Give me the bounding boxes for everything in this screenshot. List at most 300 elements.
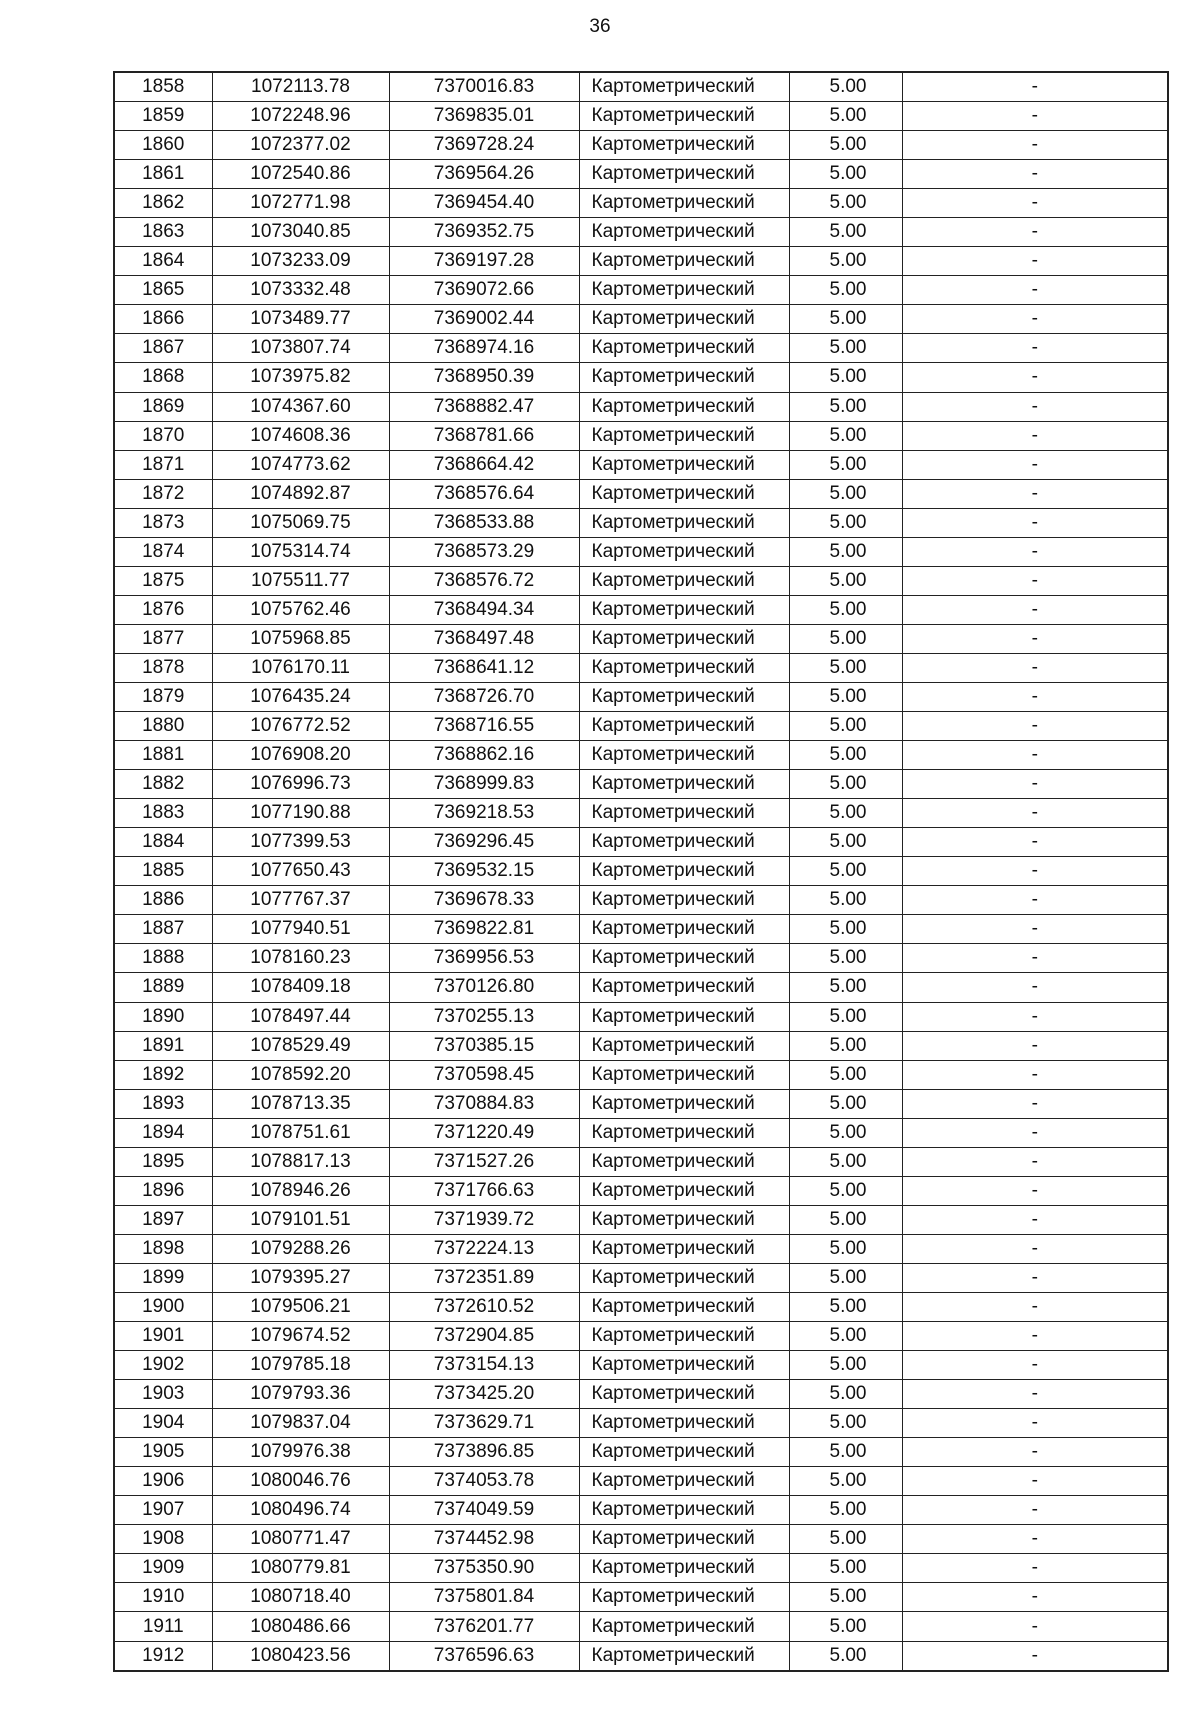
description-cell: - <box>902 1176 1168 1205</box>
point-number-cell: 1871 <box>114 450 212 479</box>
accuracy-cell: 5.00 <box>789 712 902 741</box>
x-coordinate-cell: 1074892.87 <box>212 479 389 508</box>
point-number-cell: 1873 <box>114 508 212 537</box>
table-row <box>114 1612 1168 1641</box>
table-row <box>114 712 1168 741</box>
point-number-cell: 1903 <box>114 1380 212 1409</box>
method-cell: Картометрический <box>579 1583 789 1612</box>
y-coordinate-cell: 7370016.83 <box>389 72 579 102</box>
description-cell: - <box>902 1263 1168 1292</box>
description-cell: - <box>902 915 1168 944</box>
table-row <box>114 1118 1168 1147</box>
accuracy-cell: 5.00 <box>789 1089 902 1118</box>
y-coordinate-cell: 7369822.81 <box>389 915 579 944</box>
accuracy-cell: 5.00 <box>789 1031 902 1060</box>
description-cell: - <box>902 1351 1168 1380</box>
y-coordinate-cell: 7368974.16 <box>389 334 579 363</box>
accuracy-cell: 5.00 <box>789 682 902 711</box>
accuracy-cell: 5.00 <box>789 653 902 682</box>
x-coordinate-cell: 1077940.51 <box>212 915 389 944</box>
table-row <box>114 1263 1168 1292</box>
description-cell: - <box>902 1292 1168 1321</box>
x-coordinate-cell: 1075314.74 <box>212 537 389 566</box>
description-cell: - <box>902 624 1168 653</box>
point-number-cell: 1881 <box>114 741 212 770</box>
point-number-cell: 1889 <box>114 973 212 1002</box>
table-row <box>114 828 1168 857</box>
x-coordinate-cell: 1072377.02 <box>212 131 389 160</box>
table-row <box>114 479 1168 508</box>
x-coordinate-cell: 1078713.35 <box>212 1089 389 1118</box>
point-number-cell: 1859 <box>114 102 212 131</box>
y-coordinate-cell: 7369728.24 <box>389 131 579 160</box>
method-cell: Картометрический <box>579 1147 789 1176</box>
table-row <box>114 1525 1168 1554</box>
y-coordinate-cell: 7368573.29 <box>389 537 579 566</box>
method-cell: Картометрический <box>579 1467 789 1496</box>
table-row <box>114 1089 1168 1118</box>
page-number: 36 <box>589 16 611 37</box>
method-cell: Картометрический <box>579 1002 789 1031</box>
x-coordinate-cell: 1078409.18 <box>212 973 389 1002</box>
description-cell: - <box>902 1438 1168 1467</box>
point-number-cell: 1896 <box>114 1176 212 1205</box>
point-number-cell: 1891 <box>114 1031 212 1060</box>
accuracy-cell: 5.00 <box>789 1380 902 1409</box>
method-cell: Картометрический <box>579 1496 789 1525</box>
y-coordinate-cell: 7371527.26 <box>389 1147 579 1176</box>
y-coordinate-cell: 7374049.59 <box>389 1496 579 1525</box>
table-row <box>114 886 1168 915</box>
accuracy-cell: 5.00 <box>789 160 902 189</box>
y-coordinate-cell: 7368576.64 <box>389 479 579 508</box>
description-cell: - <box>902 595 1168 624</box>
description-cell: - <box>902 1205 1168 1234</box>
accuracy-cell: 5.00 <box>789 537 902 566</box>
description-cell: - <box>902 102 1168 131</box>
y-coordinate-cell: 7374452.98 <box>389 1525 579 1554</box>
y-coordinate-cell: 7374053.78 <box>389 1467 579 1496</box>
description-cell: - <box>902 1002 1168 1031</box>
accuracy-cell: 5.00 <box>789 770 902 799</box>
table-row <box>114 218 1168 247</box>
y-coordinate-cell: 7368716.55 <box>389 712 579 741</box>
point-number-cell: 1863 <box>114 218 212 247</box>
y-coordinate-cell: 7370126.80 <box>389 973 579 1002</box>
description-cell: - <box>902 1467 1168 1496</box>
accuracy-cell: 5.00 <box>789 1263 902 1292</box>
method-cell: Картометрический <box>579 479 789 508</box>
table-row <box>114 1322 1168 1351</box>
method-cell: Картометрический <box>579 392 789 421</box>
description-cell: - <box>902 1612 1168 1641</box>
method-cell: Картометрический <box>579 1118 789 1147</box>
y-coordinate-cell: 7372904.85 <box>389 1322 579 1351</box>
y-coordinate-cell: 7373425.20 <box>389 1380 579 1409</box>
description-cell: - <box>902 1409 1168 1438</box>
accuracy-cell: 5.00 <box>789 624 902 653</box>
x-coordinate-cell: 1079785.18 <box>212 1351 389 1380</box>
x-coordinate-cell: 1079506.21 <box>212 1292 389 1321</box>
accuracy-cell: 5.00 <box>789 1554 902 1583</box>
accuracy-cell: 5.00 <box>789 566 902 595</box>
x-coordinate-cell: 1072771.98 <box>212 189 389 218</box>
table-row <box>114 944 1168 973</box>
description-cell: - <box>902 160 1168 189</box>
point-number-cell: 1902 <box>114 1351 212 1380</box>
point-number-cell: 1883 <box>114 799 212 828</box>
y-coordinate-cell: 7375350.90 <box>389 1554 579 1583</box>
y-coordinate-cell: 7369002.44 <box>389 305 579 334</box>
description-cell: - <box>902 392 1168 421</box>
table-row <box>114 973 1168 1002</box>
x-coordinate-cell: 1077190.88 <box>212 799 389 828</box>
accuracy-cell: 5.00 <box>789 1147 902 1176</box>
y-coordinate-cell: 7368781.66 <box>389 421 579 450</box>
x-coordinate-cell: 1080718.40 <box>212 1583 389 1612</box>
y-coordinate-cell: 7369296.45 <box>389 828 579 857</box>
point-number-cell: 1858 <box>114 72 212 102</box>
x-coordinate-cell: 1079837.04 <box>212 1409 389 1438</box>
x-coordinate-cell: 1079674.52 <box>212 1322 389 1351</box>
x-coordinate-cell: 1077650.43 <box>212 857 389 886</box>
method-cell: Картометрический <box>579 1205 789 1234</box>
description-cell: - <box>902 770 1168 799</box>
accuracy-cell: 5.00 <box>789 450 902 479</box>
table-row <box>114 857 1168 886</box>
accuracy-cell: 5.00 <box>789 1060 902 1089</box>
accuracy-cell: 5.00 <box>789 334 902 363</box>
point-number-cell: 1887 <box>114 915 212 944</box>
point-number-cell: 1866 <box>114 305 212 334</box>
x-coordinate-cell: 1078160.23 <box>212 944 389 973</box>
x-coordinate-cell: 1080779.81 <box>212 1554 389 1583</box>
point-number-cell: 1868 <box>114 363 212 392</box>
method-cell: Картометрический <box>579 363 789 392</box>
table-row <box>114 305 1168 334</box>
x-coordinate-cell: 1079288.26 <box>212 1234 389 1263</box>
description-cell: - <box>902 537 1168 566</box>
y-coordinate-cell: 7370884.83 <box>389 1089 579 1118</box>
point-number-cell: 1898 <box>114 1234 212 1263</box>
accuracy-cell: 5.00 <box>789 276 902 305</box>
table-row <box>114 1467 1168 1496</box>
coordinates-table <box>113 71 1169 1672</box>
x-coordinate-cell: 1076996.73 <box>212 770 389 799</box>
description-cell: - <box>902 566 1168 595</box>
method-cell: Картометрический <box>579 305 789 334</box>
point-number-cell: 1879 <box>114 682 212 711</box>
y-coordinate-cell: 7369564.26 <box>389 160 579 189</box>
table-row <box>114 1496 1168 1525</box>
method-cell: Картометрический <box>579 1380 789 1409</box>
method-cell: Картометрический <box>579 886 789 915</box>
method-cell: Картометрический <box>579 131 789 160</box>
y-coordinate-cell: 7371766.63 <box>389 1176 579 1205</box>
table-row <box>114 392 1168 421</box>
method-cell: Картометрический <box>579 799 789 828</box>
x-coordinate-cell: 1072540.86 <box>212 160 389 189</box>
table-row <box>114 1292 1168 1321</box>
description-cell: - <box>902 1234 1168 1263</box>
method-cell: Картометрический <box>579 944 789 973</box>
point-number-cell: 1904 <box>114 1409 212 1438</box>
table-row <box>114 1351 1168 1380</box>
table-row <box>114 595 1168 624</box>
accuracy-cell: 5.00 <box>789 421 902 450</box>
table-row <box>114 276 1168 305</box>
point-number-cell: 1897 <box>114 1205 212 1234</box>
method-cell: Картометрический <box>579 712 789 741</box>
point-number-cell: 1861 <box>114 160 212 189</box>
description-cell: - <box>902 247 1168 276</box>
x-coordinate-cell: 1073040.85 <box>212 218 389 247</box>
table-row <box>114 160 1168 189</box>
description-cell: - <box>902 334 1168 363</box>
method-cell: Картометрический <box>579 1438 789 1467</box>
description-cell: - <box>902 741 1168 770</box>
description-cell: - <box>902 218 1168 247</box>
x-coordinate-cell: 1076772.52 <box>212 712 389 741</box>
method-cell: Картометрический <box>579 653 789 682</box>
point-number-cell: 1912 <box>114 1641 212 1671</box>
method-cell: Картометрический <box>579 1234 789 1263</box>
accuracy-cell: 5.00 <box>789 508 902 537</box>
method-cell: Картометрический <box>579 247 789 276</box>
y-coordinate-cell: 7368882.47 <box>389 392 579 421</box>
x-coordinate-cell: 1078529.49 <box>212 1031 389 1060</box>
x-coordinate-cell: 1080046.76 <box>212 1467 389 1496</box>
method-cell: Картометрический <box>579 915 789 944</box>
x-coordinate-cell: 1075069.75 <box>212 508 389 537</box>
method-cell: Картометрический <box>579 160 789 189</box>
y-coordinate-cell: 7369072.66 <box>389 276 579 305</box>
y-coordinate-cell: 7376596.63 <box>389 1641 579 1671</box>
method-cell: Картометрический <box>579 1351 789 1380</box>
accuracy-cell: 5.00 <box>789 944 902 973</box>
y-coordinate-cell: 7370598.45 <box>389 1060 579 1089</box>
point-number-cell: 1865 <box>114 276 212 305</box>
point-number-cell: 1895 <box>114 1147 212 1176</box>
x-coordinate-cell: 1072113.78 <box>212 72 389 102</box>
x-coordinate-cell: 1078817.13 <box>212 1147 389 1176</box>
accuracy-cell: 5.00 <box>789 741 902 770</box>
point-number-cell: 1909 <box>114 1554 212 1583</box>
description-cell: - <box>902 886 1168 915</box>
table-row <box>114 1060 1168 1089</box>
y-coordinate-cell: 7369197.28 <box>389 247 579 276</box>
point-number-cell: 1872 <box>114 479 212 508</box>
point-number-cell: 1874 <box>114 537 212 566</box>
point-number-cell: 1892 <box>114 1060 212 1089</box>
description-cell: - <box>902 421 1168 450</box>
point-number-cell: 1875 <box>114 566 212 595</box>
method-cell: Картометрический <box>579 1525 789 1554</box>
y-coordinate-cell: 7368576.72 <box>389 566 579 595</box>
table-row <box>114 1234 1168 1263</box>
accuracy-cell: 5.00 <box>789 1612 902 1641</box>
method-cell: Картометрический <box>579 973 789 1002</box>
method-cell: Картометрический <box>579 566 789 595</box>
point-number-cell: 1910 <box>114 1583 212 1612</box>
method-cell: Картометрический <box>579 537 789 566</box>
accuracy-cell: 5.00 <box>789 1409 902 1438</box>
method-cell: Картометрический <box>579 857 789 886</box>
y-coordinate-cell: 7369532.15 <box>389 857 579 886</box>
accuracy-cell: 5.00 <box>789 1496 902 1525</box>
accuracy-cell: 5.00 <box>789 1234 902 1263</box>
description-cell: - <box>902 305 1168 334</box>
method-cell: Картометрический <box>579 770 789 799</box>
x-coordinate-cell: 1078497.44 <box>212 1002 389 1031</box>
method-cell: Картометрический <box>579 1641 789 1671</box>
y-coordinate-cell: 7369352.75 <box>389 218 579 247</box>
x-coordinate-cell: 1074367.60 <box>212 392 389 421</box>
y-coordinate-cell: 7376201.77 <box>389 1612 579 1641</box>
description-cell: - <box>902 1147 1168 1176</box>
description-cell: - <box>902 712 1168 741</box>
method-cell: Картометрический <box>579 450 789 479</box>
method-cell: Картометрический <box>579 1176 789 1205</box>
description-cell: - <box>902 857 1168 886</box>
table-row <box>114 363 1168 392</box>
method-cell: Картометрический <box>579 595 789 624</box>
accuracy-cell: 5.00 <box>789 1351 902 1380</box>
x-coordinate-cell: 1073332.48 <box>212 276 389 305</box>
accuracy-cell: 5.00 <box>789 1002 902 1031</box>
method-cell: Картометрический <box>579 102 789 131</box>
description-cell: - <box>902 189 1168 218</box>
table-row <box>114 247 1168 276</box>
description-cell: - <box>902 799 1168 828</box>
method-cell: Картометрический <box>579 508 789 537</box>
description-cell: - <box>902 1118 1168 1147</box>
table-row <box>114 421 1168 450</box>
point-number-cell: 1907 <box>114 1496 212 1525</box>
point-number-cell: 1888 <box>114 944 212 973</box>
point-number-cell: 1905 <box>114 1438 212 1467</box>
point-number-cell: 1906 <box>114 1467 212 1496</box>
description-cell: - <box>902 1583 1168 1612</box>
table-row <box>114 566 1168 595</box>
y-coordinate-cell: 7372224.13 <box>389 1234 579 1263</box>
x-coordinate-cell: 1073975.82 <box>212 363 389 392</box>
table-row <box>114 1031 1168 1060</box>
table-row <box>114 624 1168 653</box>
y-coordinate-cell: 7368950.39 <box>389 363 579 392</box>
table-row <box>114 1380 1168 1409</box>
method-cell: Картометрический <box>579 1031 789 1060</box>
table-row <box>114 1205 1168 1234</box>
table-row <box>114 1438 1168 1467</box>
y-coordinate-cell: 7368641.12 <box>389 653 579 682</box>
accuracy-cell: 5.00 <box>789 973 902 1002</box>
accuracy-cell: 5.00 <box>789 828 902 857</box>
accuracy-cell: 5.00 <box>789 1438 902 1467</box>
table-row <box>114 508 1168 537</box>
x-coordinate-cell: 1076170.11 <box>212 653 389 682</box>
description-cell: - <box>902 1496 1168 1525</box>
point-number-cell: 1877 <box>114 624 212 653</box>
method-cell: Картометрический <box>579 1554 789 1583</box>
table-row <box>114 741 1168 770</box>
y-coordinate-cell: 7368664.42 <box>389 450 579 479</box>
description-cell: - <box>902 276 1168 305</box>
table-row <box>114 334 1168 363</box>
table-row <box>114 1176 1168 1205</box>
y-coordinate-cell: 7373896.85 <box>389 1438 579 1467</box>
accuracy-cell: 5.00 <box>789 1176 902 1205</box>
method-cell: Картометрический <box>579 421 789 450</box>
accuracy-cell: 5.00 <box>789 595 902 624</box>
accuracy-cell: 5.00 <box>789 363 902 392</box>
method-cell: Картометрический <box>579 1409 789 1438</box>
point-number-cell: 1901 <box>114 1322 212 1351</box>
x-coordinate-cell: 1075511.77 <box>212 566 389 595</box>
table-row <box>114 131 1168 160</box>
point-number-cell: 1900 <box>114 1292 212 1321</box>
description-cell: - <box>902 944 1168 973</box>
x-coordinate-cell: 1079395.27 <box>212 1263 389 1292</box>
point-number-cell: 1899 <box>114 1263 212 1292</box>
table-row <box>114 653 1168 682</box>
accuracy-cell: 5.00 <box>789 886 902 915</box>
table-row <box>114 450 1168 479</box>
point-number-cell: 1893 <box>114 1089 212 1118</box>
x-coordinate-cell: 1075968.85 <box>212 624 389 653</box>
y-coordinate-cell: 7369218.53 <box>389 799 579 828</box>
point-number-cell: 1870 <box>114 421 212 450</box>
x-coordinate-cell: 1080423.56 <box>212 1641 389 1671</box>
method-cell: Картометрический <box>579 1089 789 1118</box>
method-cell: Картометрический <box>579 624 789 653</box>
description-cell: - <box>902 508 1168 537</box>
point-number-cell: 1882 <box>114 770 212 799</box>
description-cell: - <box>902 682 1168 711</box>
y-coordinate-cell: 7373629.71 <box>389 1409 579 1438</box>
point-number-cell: 1876 <box>114 595 212 624</box>
description-cell: - <box>902 1060 1168 1089</box>
accuracy-cell: 5.00 <box>789 189 902 218</box>
accuracy-cell: 5.00 <box>789 1292 902 1321</box>
x-coordinate-cell: 1076908.20 <box>212 741 389 770</box>
accuracy-cell: 5.00 <box>789 218 902 247</box>
method-cell: Картометрический <box>579 72 789 102</box>
point-number-cell: 1867 <box>114 334 212 363</box>
table-row <box>114 1002 1168 1031</box>
coordinates-table-body <box>114 72 1168 1671</box>
description-cell: - <box>902 479 1168 508</box>
x-coordinate-cell: 1074608.36 <box>212 421 389 450</box>
method-cell: Картометрический <box>579 828 789 857</box>
y-coordinate-cell: 7372351.89 <box>389 1263 579 1292</box>
description-cell: - <box>902 1031 1168 1060</box>
method-cell: Картометрический <box>579 682 789 711</box>
method-cell: Картометрический <box>579 334 789 363</box>
method-cell: Картометрический <box>579 1322 789 1351</box>
x-coordinate-cell: 1080496.74 <box>212 1496 389 1525</box>
accuracy-cell: 5.00 <box>789 1583 902 1612</box>
y-coordinate-cell: 7369678.33 <box>389 886 579 915</box>
x-coordinate-cell: 1074773.62 <box>212 450 389 479</box>
point-number-cell: 1860 <box>114 131 212 160</box>
y-coordinate-cell: 7370255.13 <box>389 1002 579 1031</box>
point-number-cell: 1886 <box>114 886 212 915</box>
x-coordinate-cell: 1079793.36 <box>212 1380 389 1409</box>
x-coordinate-cell: 1073233.09 <box>212 247 389 276</box>
method-cell: Картометрический <box>579 1263 789 1292</box>
point-number-cell: 1869 <box>114 392 212 421</box>
